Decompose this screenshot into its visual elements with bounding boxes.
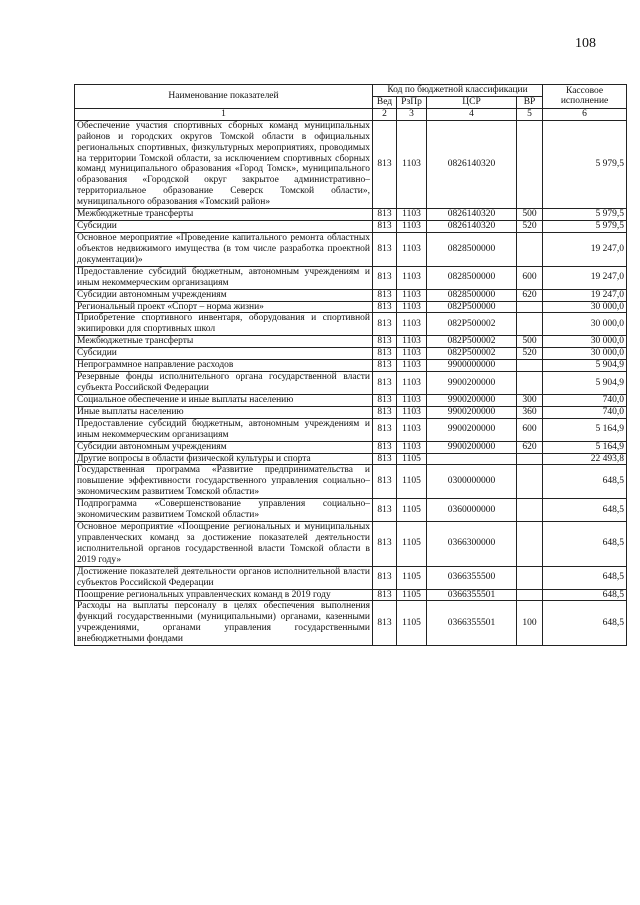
cell-name: Субсидии автономным учреждениям [75,289,373,301]
header-vr: ВР [517,96,543,108]
cell-vr [517,372,543,395]
table-row [75,394,627,406]
cell-csr: 082P500000 [427,301,517,313]
cell-rzpr: 1103 [397,418,427,441]
cell-amount: 5 979,5 [543,209,627,221]
cell-vr [517,465,543,499]
cell-rzpr: 1103 [397,221,427,233]
table-row [75,209,627,221]
cell-csr: 0300000000 [427,465,517,499]
header-name: Наименование показателей [75,85,373,109]
cell-vr [517,232,543,266]
cell-ved: 813 [373,453,397,465]
cell-csr: 9900200000 [427,418,517,441]
cell-vr [517,313,543,336]
cell-rzpr: 1103 [397,301,427,313]
cell-name: Субсидии автономным учреждениям [75,441,373,453]
table-row [75,566,627,589]
cell-rzpr: 1103 [397,209,427,221]
table-row [75,360,627,372]
cell-name: Социальное обеспечение и иные выплаты населению [75,394,373,406]
cell-name: Поощрение региональных управленческих команд в 2019 году [75,589,373,601]
cell-ved: 813 [373,441,397,453]
cell-csr: 9900200000 [427,441,517,453]
cell-amount: 19 247,0 [543,289,627,301]
cell-amount: 5 904,9 [543,372,627,395]
cell-name: Иные выплаты населению [75,406,373,418]
cell-name: Основное мероприятие «Поощрение региональных и муниципальных управленческих команд за достижение показателей деятельности исполнительной органов государственной власти Томской области в 2019 году» [75,522,373,567]
cell-name: Приобретение спортивного инвентаря, оборудования и спортивной экипировки для спортивных школ [75,313,373,336]
budget-table [74,84,627,646]
cell-csr: 082P500002 [427,313,517,336]
header-amount: Кассовое исполнение [543,85,627,109]
cell-name: Межбюджетные трансферты [75,336,373,348]
cell-csr: 0828500000 [427,266,517,289]
header-ved: Вед [373,96,397,108]
cell-name: Обеспечение участия спортивных сборных команд муниципальных районов и городских округов Томской области в официальных региональных спортивных, физкультурных мероприятиях, проводимых на территории Томской области, за исключением спортивных сборных команд муниципального образования «Город Томск», муниципального образования «Городской округ закрытое административно–территориальное образование Северск Томской области», муниципального образования «Томский район» [75,120,373,208]
table-row [75,120,627,208]
table-row [75,301,627,313]
cell-ved: 813 [373,522,397,567]
column-number: 2 [373,108,397,120]
table-row [75,601,627,646]
cell-rzpr: 1103 [397,372,427,395]
table-row [75,522,627,567]
cell-name: Подпрограмма «Совершенствование управления социально–экономическим развитием Томской области» [75,499,373,522]
cell-rzpr: 1103 [397,266,427,289]
page-number: 108 [575,36,596,51]
cell-rzpr: 1105 [397,465,427,499]
cell-ved: 813 [373,336,397,348]
cell-ved: 813 [373,499,397,522]
cell-ved: 813 [373,465,397,499]
header-csr: ЦСР [427,96,517,108]
cell-rzpr: 1105 [397,522,427,567]
cell-vr: 360 [517,406,543,418]
cell-name: Резервные фонды исполнительного органа государственной власти субъекта Российской Федерации [75,372,373,395]
cell-amount: 5 164,9 [543,441,627,453]
cell-csr: 0366355500 [427,566,517,589]
cell-vr [517,589,543,601]
cell-rzpr: 1105 [397,499,427,522]
cell-name: Предоставление субсидий бюджетным, автономным учреждениям и иным некоммерческим организациям [75,418,373,441]
cell-csr: 0826140320 [427,120,517,208]
cell-amount: 648,5 [543,499,627,522]
cell-vr: 620 [517,289,543,301]
cell-rzpr: 1105 [397,601,427,646]
cell-ved: 813 [373,589,397,601]
cell-amount: 648,5 [543,566,627,589]
cell-rzpr: 1103 [397,441,427,453]
cell-amount: 648,5 [543,465,627,499]
cell-csr: 0826140320 [427,209,517,221]
cell-amount: 30 000,0 [543,301,627,313]
cell-vr: 500 [517,209,543,221]
table-row [75,406,627,418]
cell-rzpr: 1103 [397,120,427,208]
cell-csr [427,453,517,465]
cell-name: Субсидии [75,221,373,233]
cell-rzpr: 1103 [397,406,427,418]
cell-name: Региональный проект «Спорт – норма жизни» [75,301,373,313]
cell-ved: 813 [373,289,397,301]
cell-rzpr: 1105 [397,566,427,589]
cell-vr: 300 [517,394,543,406]
cell-name: Непрограммное направление расходов [75,360,373,372]
cell-amount: 648,5 [543,522,627,567]
header-rzpr: РзПр [397,96,427,108]
table-row [75,221,627,233]
cell-rzpr: 1103 [397,232,427,266]
cell-vr [517,360,543,372]
cell-vr [517,120,543,208]
cell-ved: 813 [373,406,397,418]
table-row [75,589,627,601]
cell-vr: 520 [517,221,543,233]
cell-amount: 648,5 [543,601,627,646]
column-number: 5 [517,108,543,120]
cell-name: Предоставление субсидий бюджетным, автономным учреждениям и иным некоммерческим организациям [75,266,373,289]
cell-vr: 620 [517,441,543,453]
cell-rzpr: 1105 [397,453,427,465]
cell-amount: 30 000,0 [543,336,627,348]
cell-csr: 9900200000 [427,394,517,406]
table-row [75,372,627,395]
cell-vr: 600 [517,266,543,289]
table-row [75,499,627,522]
cell-csr: 082P500002 [427,336,517,348]
cell-amount: 22 493,8 [543,453,627,465]
table-row [75,336,627,348]
cell-ved: 813 [373,418,397,441]
cell-ved: 813 [373,232,397,266]
cell-csr: 082P500002 [427,348,517,360]
table-row [75,289,627,301]
table-row [75,348,627,360]
table-row [75,266,627,289]
table-row [75,313,627,336]
cell-rzpr: 1105 [397,589,427,601]
column-number: 1 [75,108,373,120]
cell-amount: 5 979,5 [543,221,627,233]
table-row [75,418,627,441]
cell-rzpr: 1103 [397,394,427,406]
cell-name: Расходы на выплаты персоналу в целях обеспечения выполнения функций государственными (муниципальными) органами, казенными учреждениями, органами управления государственными внебюджетными фондами [75,601,373,646]
cell-amount: 30 000,0 [543,348,627,360]
cell-amount: 5 164,9 [543,418,627,441]
cell-amount: 740,0 [543,394,627,406]
cell-name: Межбюджетные трансферты [75,209,373,221]
cell-amount: 740,0 [543,406,627,418]
cell-rzpr: 1103 [397,336,427,348]
cell-csr: 0828500000 [427,289,517,301]
cell-vr: 500 [517,336,543,348]
cell-name: Достижение показателей деятельности органов исполнительной власти субъектов Российской Федерации [75,566,373,589]
table-row [75,465,627,499]
column-number: 6 [543,108,627,120]
cell-ved: 813 [373,221,397,233]
cell-ved: 813 [373,301,397,313]
cell-amount: 648,5 [543,589,627,601]
cell-ved: 813 [373,209,397,221]
table-row [75,232,627,266]
cell-csr: 0366355501 [427,589,517,601]
cell-csr: 9900200000 [427,372,517,395]
column-number: 3 [397,108,427,120]
cell-vr [517,522,543,567]
cell-vr: 600 [517,418,543,441]
cell-ved: 813 [373,372,397,395]
cell-csr: 9900200000 [427,406,517,418]
cell-ved: 813 [373,348,397,360]
cell-vr [517,566,543,589]
cell-vr [517,453,543,465]
cell-vr: 100 [517,601,543,646]
cell-ved: 813 [373,313,397,336]
cell-vr [517,301,543,313]
cell-ved: 813 [373,601,397,646]
cell-name: Другие вопросы в области физической культуры и спорта [75,453,373,465]
cell-amount: 30 000,0 [543,313,627,336]
cell-ved: 813 [373,394,397,406]
table-row [75,441,627,453]
table-row [75,453,627,465]
cell-rzpr: 1103 [397,360,427,372]
cell-csr: 0360000000 [427,499,517,522]
cell-csr: 0366355501 [427,601,517,646]
cell-ved: 813 [373,266,397,289]
header-code-group: Код по бюджетной классификации [373,85,543,97]
cell-name: Субсидии [75,348,373,360]
cell-name: Государственная программа «Развитие предпринимательства и повышение эффективности государственного управления социально–экономическим развитием Томской области» [75,465,373,499]
cell-amount: 19 247,0 [543,232,627,266]
table-body [75,120,627,645]
cell-vr: 520 [517,348,543,360]
cell-vr [517,499,543,522]
cell-csr: 0828500000 [427,232,517,266]
cell-amount: 5 904,9 [543,360,627,372]
cell-rzpr: 1103 [397,348,427,360]
cell-ved: 813 [373,360,397,372]
cell-csr: 0366300000 [427,522,517,567]
cell-ved: 813 [373,120,397,208]
table-header [75,85,627,121]
cell-amount: 5 979,5 [543,120,627,208]
cell-rzpr: 1103 [397,289,427,301]
cell-name: Основное мероприятие «Проведение капитального ремонта областных объектов недвижимого имущества (в том числе разработка проектной документации)» [75,232,373,266]
cell-rzpr: 1103 [397,313,427,336]
cell-amount: 19 247,0 [543,266,627,289]
cell-ved: 813 [373,566,397,589]
cell-csr: 9900000000 [427,360,517,372]
column-number: 4 [427,108,517,120]
cell-csr: 0826140320 [427,221,517,233]
